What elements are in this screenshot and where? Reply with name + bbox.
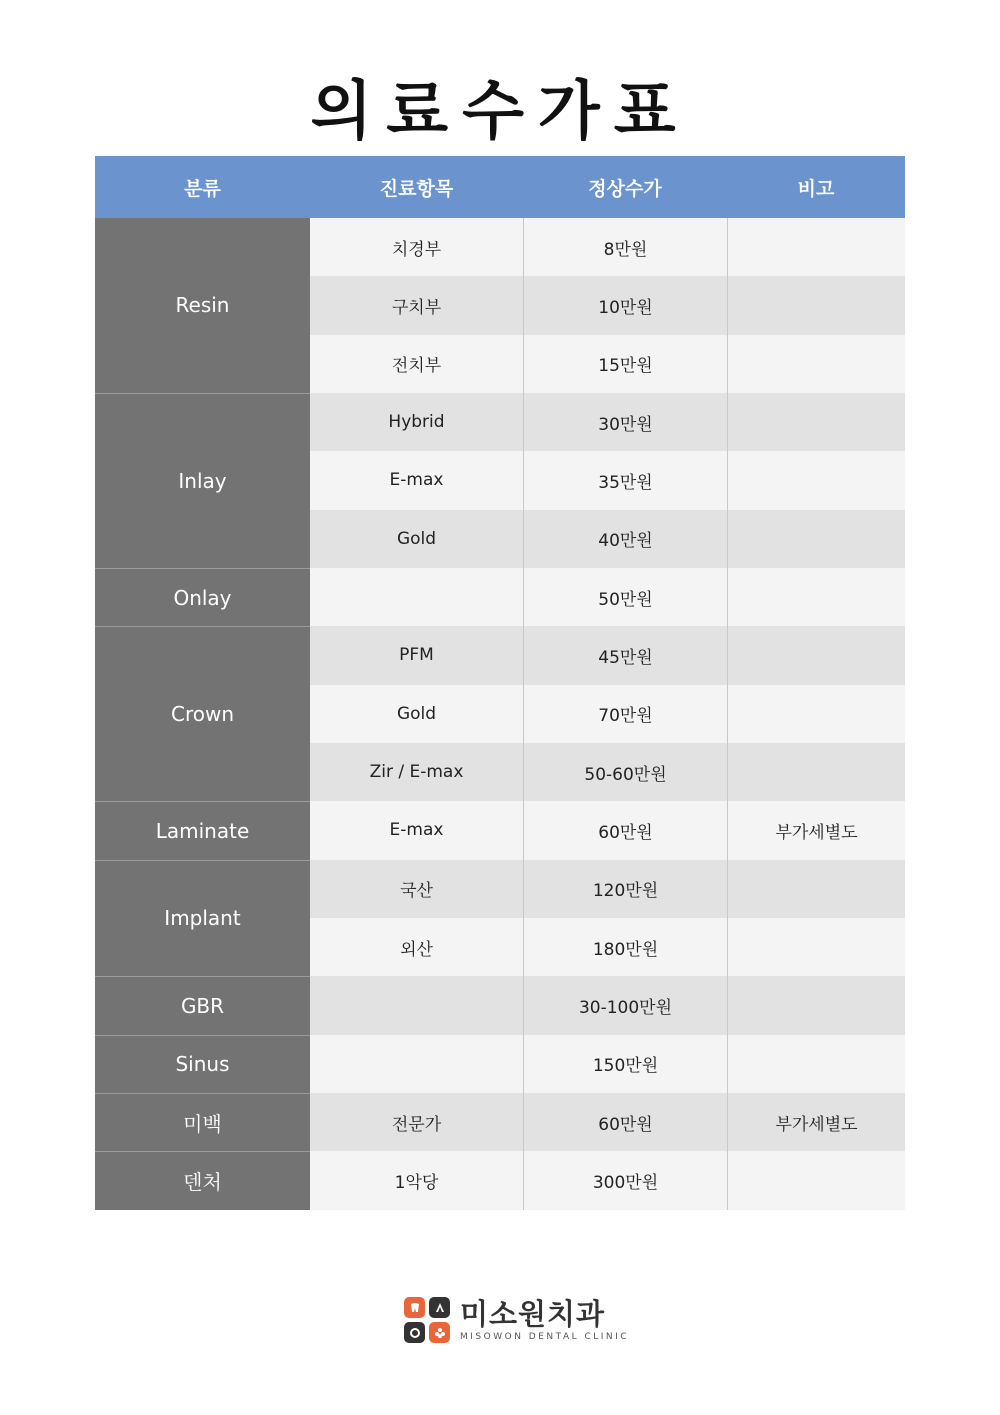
- clinic-name-korean: 미소원치과: [460, 1296, 606, 1331]
- item-cell: 전문가: [310, 1093, 523, 1151]
- note-cell: [727, 451, 905, 509]
- price-cell: 150만원: [523, 1035, 727, 1093]
- note-cell: [727, 335, 905, 393]
- header-item: 진료항목: [310, 156, 523, 218]
- item-cell: 국산: [310, 860, 523, 918]
- item-cell: [310, 976, 523, 1034]
- note-cell: [727, 218, 905, 276]
- price-cell: 60만원: [523, 1093, 727, 1151]
- price-cell: 50만원: [523, 568, 727, 626]
- note-cell: [727, 743, 905, 801]
- price-cell: 30만원: [523, 393, 727, 451]
- note-cell: [727, 860, 905, 918]
- clinic-name-english: MISOWON DENTAL CLINIC: [460, 1331, 630, 1342]
- price-cell: 10만원: [523, 276, 727, 334]
- price-table: [95, 156, 905, 1268]
- item-cell: Hybrid: [310, 393, 523, 451]
- page-title: 의료수가표: [310, 75, 690, 149]
- category-cell: Laminate: [95, 801, 310, 859]
- category-cell: Crown: [95, 626, 310, 801]
- price-cell: 30-100만원: [523, 976, 727, 1034]
- category-cell: Resin: [95, 218, 310, 393]
- note-cell: 부가세별도: [727, 801, 905, 859]
- item-cell: [310, 1035, 523, 1093]
- logo-mark: [404, 1297, 450, 1343]
- note-cell: [727, 976, 905, 1034]
- category-cell: Inlay: [95, 393, 310, 568]
- price-cell: 120만원: [523, 860, 727, 918]
- category-cell: 덴처: [95, 1151, 310, 1209]
- price-cell: 8만원: [523, 218, 727, 276]
- item-cell: Gold: [310, 685, 523, 743]
- price-cell: 40만원: [523, 510, 727, 568]
- item-cell: 구치부: [310, 276, 523, 334]
- note-cell: [727, 685, 905, 743]
- person-icon: [429, 1297, 450, 1318]
- item-cell: Zir / E-max: [310, 743, 523, 801]
- item-cell: E-max: [310, 801, 523, 859]
- price-cell: 15만원: [523, 335, 727, 393]
- category-cell: 미백: [95, 1093, 310, 1151]
- note-cell: [727, 568, 905, 626]
- note-cell: 부가세별도: [727, 1093, 905, 1151]
- category-cell: Sinus: [95, 1035, 310, 1093]
- note-cell: [727, 393, 905, 451]
- price-cell: 60만원: [523, 801, 727, 859]
- flower-icon: [429, 1322, 450, 1343]
- item-cell: 전치부: [310, 335, 523, 393]
- item-cell: 치경부: [310, 218, 523, 276]
- price-cell: 70만원: [523, 685, 727, 743]
- note-cell: [727, 1151, 905, 1209]
- note-cell: [727, 510, 905, 568]
- header-note: 비고: [727, 156, 905, 218]
- item-cell: Gold: [310, 510, 523, 568]
- price-cell: 35만원: [523, 451, 727, 509]
- circle-icon: [404, 1322, 425, 1343]
- category-cell: Implant: [95, 860, 310, 977]
- item-cell: 1악당: [310, 1151, 523, 1209]
- category-cell: GBR: [95, 976, 310, 1034]
- tooth-icon: [404, 1297, 425, 1318]
- note-cell: [727, 1035, 905, 1093]
- item-cell: 외산: [310, 918, 523, 976]
- note-cell: [727, 276, 905, 334]
- item-cell: PFM: [310, 626, 523, 684]
- category-cell: Onlay: [95, 568, 310, 626]
- header-category: 분류: [95, 156, 310, 218]
- item-cell: [310, 568, 523, 626]
- clinic-logo: [404, 1297, 629, 1343]
- price-cell: 50-60만원: [523, 743, 727, 801]
- price-cell: 180만원: [523, 918, 727, 976]
- price-cell: 300만원: [523, 1151, 727, 1209]
- note-cell: [727, 918, 905, 976]
- note-cell: [727, 626, 905, 684]
- header-price: 정상수가: [523, 156, 727, 218]
- price-cell: 45만원: [523, 626, 727, 684]
- item-cell: E-max: [310, 451, 523, 509]
